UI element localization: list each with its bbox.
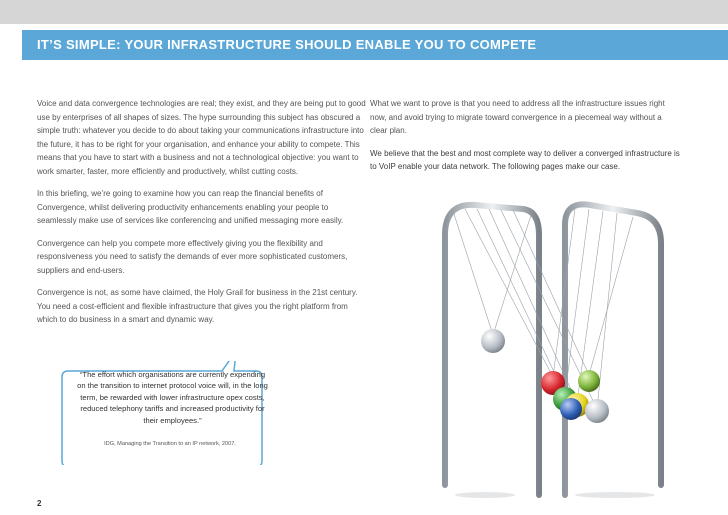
quote-source: IDG, Managing the Transition to an IP network, 2007.	[104, 441, 236, 447]
section-banner	[22, 30, 728, 60]
left-paragraph-1: Voice and data convergence technologies are real; they exist, and they are being put to good use by enterprises of all shapes of sizes. The hype surrounding this subject has obscured a simple truth: whatever you decide to do about taking your communications infrastructure into the future, it has to be right for your organisation, and enhance your ability to compete. This means that you have to start with a business and not a technological objective: you want to work smarter, faster, more efficiently and productively, whilst cutting costs.	[37, 99, 366, 176]
page-title: IT’S SIMPLE: YOUR INFRASTRUCTURE SHOULD ENABLE YOU TO COMPETE	[37, 37, 537, 52]
page-number: 2	[37, 499, 42, 508]
left-paragraph-3: Convergence can help you compete more effectively giving you the flexibility and responsiveness you need to satisfy the demands of ever more sophisticated customers, suppliers and end-users.	[37, 238, 348, 275]
right-paragraph-2: We believe that the best and most complete way to deliver a converged infrastructure is to VoIP enable your data network. The following pages make our case.	[370, 148, 680, 171]
left-paragraph-4: Convergence is not, as some have claimed, the Holy Grail for business in the 21st century. You need a cost-efficient and flexible infrastructure that gives you the right platform from which to do business in a smart and dynamic way.	[37, 288, 358, 324]
top-strip	[0, 0, 728, 24]
left-paragraph-2: In this briefing, we’re going to examine how you can reap the financial benefits of Convergence, whilst delivering productivity enhancements enabling your people to seamlessly make use of services like conferencing and unified messaging more easily.	[37, 189, 344, 225]
right-paragraph-1: What we want to prove is that you need to address all the infrastructure issues right now, and avoid trying to migrate toward convergence in a piecemeal way without a clear plan.	[370, 99, 665, 135]
left-column	[37, 97, 367, 336]
newtons-cradle-photo	[405, 195, 705, 515]
quote-text: “The effort which organisations are currently expending on the transition to internet protocol voice will, in the long term, be rewarded with lower infrastructure opex costs, reduced telephony tariffs and increased productivity for their employees.”	[77, 370, 268, 425]
right-column	[370, 97, 680, 183]
